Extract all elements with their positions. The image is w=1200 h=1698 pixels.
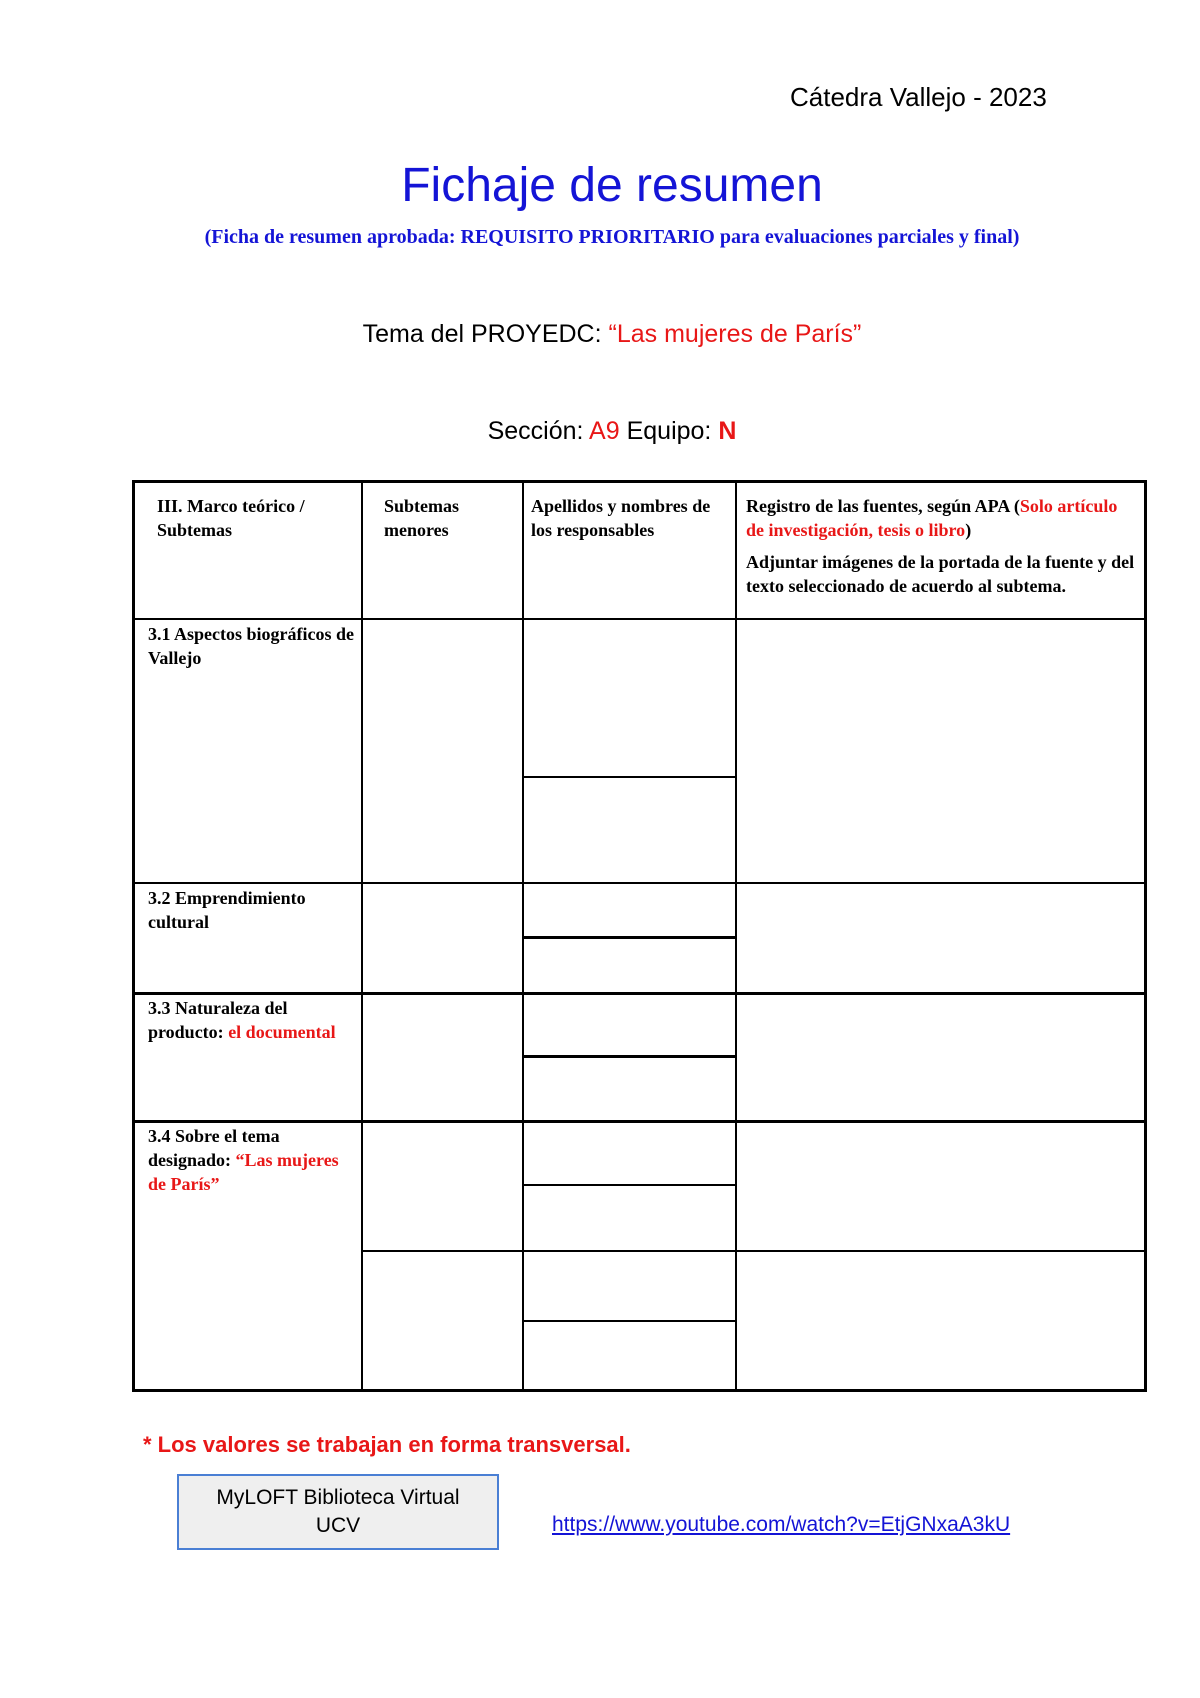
page-subtitle: (Ficha de resumen aprobada: REQUISITO PRIORITARIO para evaluaciones parciales y final) <box>204 226 1020 248</box>
header-registro-red-text: Solo artículo de investigación, tesis o libro <box>746 496 1118 540</box>
header-registro-close: ) <box>965 520 972 540</box>
cell-divider <box>522 776 737 778</box>
cell-divider <box>522 1055 737 1058</box>
row-label-3-2 <box>148 886 348 934</box>
section-value: A9 <box>589 417 620 445</box>
header-registro-note: Adjuntar imágenes de la portada de la fuente y del texto seleccionado de acuerdo al subtema. <box>746 552 1135 596</box>
project-topic-value: “Las mujeres de París” <box>608 320 862 348</box>
header-registro-text: Registro de las fuentes, según APA ( <box>746 496 1020 516</box>
table-border-right <box>1144 480 1147 1392</box>
row-label-red-text: “Las mujeres de París” <box>148 1150 339 1194</box>
row-label-text: 3.2 Emprendimiento cultural <box>148 888 306 932</box>
myloft-button[interactable] <box>177 1474 499 1550</box>
table-border-left <box>132 480 135 1392</box>
team-value: N <box>718 417 737 445</box>
table-border-top <box>132 480 1147 483</box>
row-label-3-3 <box>148 996 348 1044</box>
myloft-label-line2: UCV <box>315 1514 361 1537</box>
row-divider <box>132 992 1147 995</box>
row-label-text: 3.4 Sobre el tema designado: <box>148 1126 280 1170</box>
header-marco-teorico: III. Marco teórico / Subtemas <box>157 496 305 540</box>
cell-divider <box>522 1320 737 1322</box>
page-title: Fichaje de resumen <box>401 159 823 212</box>
header-registro-fuentes <box>746 494 1136 598</box>
myloft-label-line1: MyLOFT Biblioteca Virtual <box>216 1486 460 1509</box>
column-divider <box>361 480 363 1392</box>
project-topic-label: Tema del PROYEDC: <box>362 320 609 348</box>
cell-divider <box>522 936 737 939</box>
row-label-3-4 <box>148 1124 348 1196</box>
table-border-bottom <box>132 1389 1147 1392</box>
header-responsables: Apellidos y nombres de los responsables <box>531 496 711 540</box>
row-label-red-text: el documental <box>228 1022 336 1042</box>
footer-note: * Los valores se trabajan en forma transversal. <box>143 1432 631 1457</box>
row-divider <box>132 1120 1147 1123</box>
row-label-text: 3.3 Naturaleza del producto: <box>148 998 288 1042</box>
course-year-label: Cátedra Vallejo - 2023 <box>790 82 1047 112</box>
section-label: Sección: <box>487 417 590 445</box>
row-divider <box>132 618 1147 620</box>
row-label-text: 3.1 Aspectos biográficos de Vallejo <box>148 624 354 668</box>
team-label: Equipo: <box>619 417 719 445</box>
header-subtemas-menores: Subtemas menores <box>384 496 460 540</box>
row-divider <box>361 1250 1147 1252</box>
youtube-link[interactable]: https://www.youtube.com/watch?v=EtjGNxaA3kU <box>552 1513 1011 1536</box>
cell-divider <box>522 1184 737 1186</box>
row-label-3-1 <box>148 622 360 670</box>
row-divider <box>132 882 1147 884</box>
